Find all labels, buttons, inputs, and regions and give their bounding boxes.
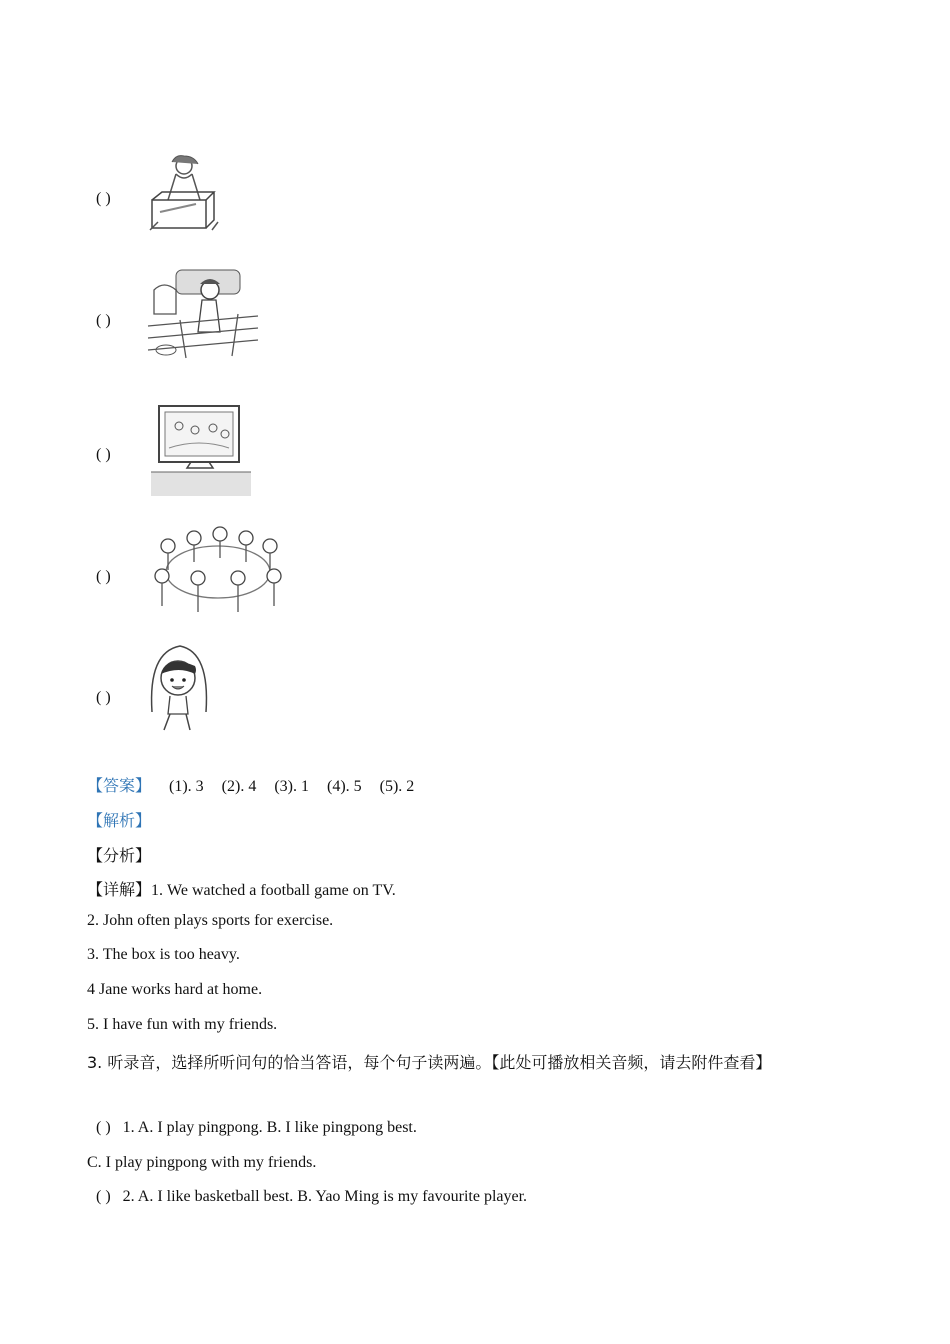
- answer-bracket-4[interactable]: ( ): [96, 568, 111, 585]
- question-3-item-1-text: 1. A. I play pingpong. B. I like pingpong best.: [122, 1119, 417, 1136]
- question-3-item-2-text: 2. A. I like basketball best. B. Yao Ming is my favourite player.: [122, 1188, 528, 1205]
- answer-item-4: (4). 5: [326, 778, 362, 795]
- answer-bracket-3[interactable]: ( ): [96, 446, 111, 463]
- detail-label: 【详解】: [87, 880, 152, 899]
- answer-item-1: (1). 3: [169, 778, 204, 795]
- answer-bracket-2[interactable]: ( ): [96, 312, 111, 329]
- question-3-item-1: [96, 1119, 417, 1137]
- answer-line: [87, 773, 414, 796]
- answer-item-3: (3). 1: [274, 778, 309, 795]
- answer-item-5: (5). 2: [379, 778, 415, 795]
- tv-football-game-icon: [151, 404, 251, 496]
- boy-jumping-rope-icon: [144, 642, 214, 734]
- question-3-item-2: [96, 1188, 527, 1206]
- fenxi-label: 【分析】: [87, 846, 152, 865]
- detail-line-2: 2. John often plays sports for exercise.: [87, 912, 334, 929]
- detail-line-3: 3. The box is too heavy.: [87, 946, 240, 963]
- answer-item-2: (2). 4: [221, 778, 257, 795]
- detail-line-1: [87, 877, 396, 900]
- answer-bracket-5[interactable]: ( ): [96, 689, 111, 706]
- girl-lifting-box-icon: [146, 152, 220, 232]
- kids-playing-circle-icon: [148, 526, 288, 616]
- detail-line-4: 4 Jane works hard at home.: [87, 981, 263, 998]
- answer-bracket-q1[interactable]: ( ): [96, 1119, 111, 1136]
- answer-bracket-1[interactable]: ( ): [96, 190, 111, 207]
- girl-cleaning-room-icon: [146, 266, 260, 360]
- question-3-item-1-cont: C. I play pingpong with my friends.: [87, 1154, 317, 1171]
- answer-bracket-q2[interactable]: ( ): [96, 1188, 111, 1205]
- question-3-title: 3. 听录音，选择所听问句的恰当答语，每个句子读两遍。【此处可播放相关音频，请去附件查看】: [87, 1053, 772, 1072]
- detail-line-5: 5. I have fun with my friends.: [87, 1016, 278, 1033]
- answer-label: 【答案】: [87, 776, 152, 795]
- detail-text-1: 1. We watched a football game on TV.: [151, 882, 396, 899]
- analysis-label: 【解析】: [87, 811, 152, 830]
